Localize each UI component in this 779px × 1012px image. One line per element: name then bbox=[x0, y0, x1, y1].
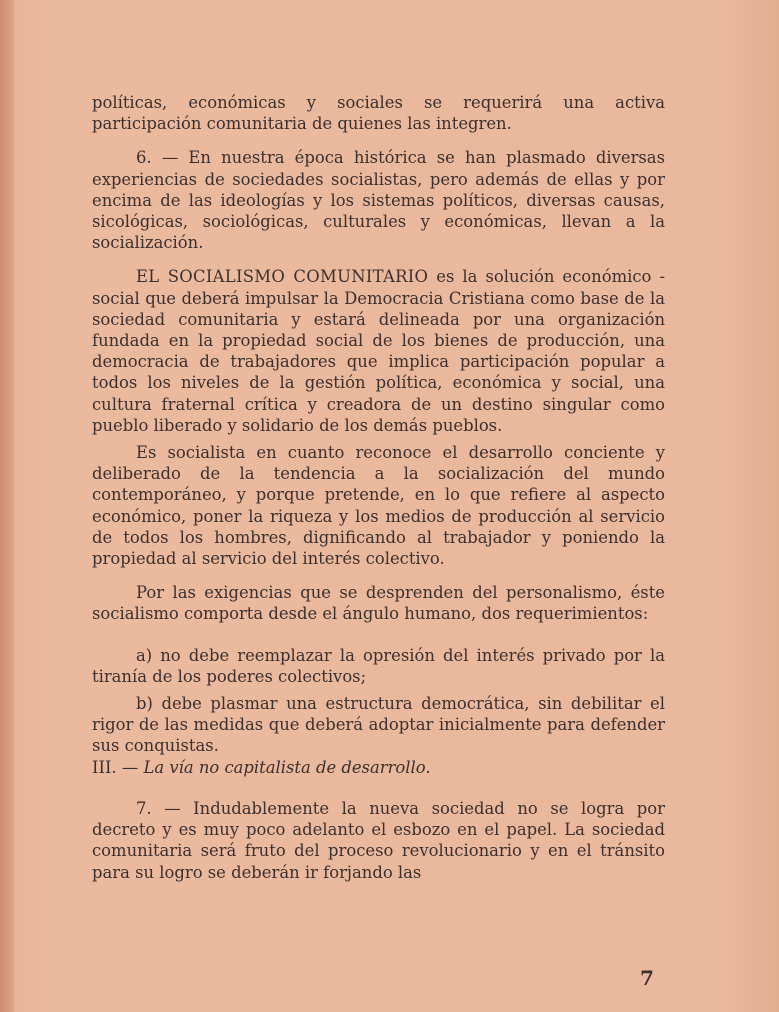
paragraph-exigencias: Por las exigencias que se desprenden del personalismo, éste socialismo comporta desde el ángulo humano, dos requerimientos: bbox=[92, 583, 665, 624]
paragraph-6: 6. — En nuestra época histórica se han plasmado diversas experiencias de sociedades socialistas, pero además de ellas y por encima de las ideologías y los sistemas políticos, diversas causas, sicológicas, sociológicas, culturales y económicas, llevan a la socialización. bbox=[92, 148, 665, 253]
page-text bbox=[92, 92, 665, 883]
list-item-b: b) debe plasmar una estructura democrática, sin debilitar el rigor de las medidas que deberá adoptar inicialmente para defender sus conquistas. bbox=[92, 694, 665, 756]
section-number: III. — bbox=[92, 757, 139, 777]
section-heading bbox=[92, 757, 665, 778]
page-number: 7 bbox=[640, 966, 654, 990]
paragraph-es-socialista: Es socialista en cuanto reconoce el desarrollo conciente y deliberado de la tendencia a la socialización del mundo contemporáneo, y porque pretende, en lo que refiere al aspecto económico, poner la riqueza y los medios de producción al servicio de todos los hombres, dignificando al trabajador y poniendo la propiedad al servicio del interés colectivo. bbox=[92, 443, 665, 569]
paragraph-socialismo-comunitario bbox=[92, 266, 665, 436]
list-item-a: a) no debe reemplazar la opresión del interés privado por la tiranía de los poderes colectivos; bbox=[92, 645, 665, 686]
paragraph-7: 7. — Indudablemente la nueva sociedad no se logra por decreto y es muy poco adelanto el esbozo en el papel. La sociedad comunitaria será fruto del proceso revolucionario y en el tránsito para su logro se deberán ir forjando las bbox=[92, 798, 665, 882]
paragraph-continuation: políticas, económicas y sociales se requerirá una activa participación comunitaria de quienes las integren. bbox=[92, 93, 665, 134]
socialismo-comunitario-heading: EL SOCIALISMO COMUNITARIO bbox=[136, 267, 429, 287]
socialismo-comunitario-body: es la solución económico - social que deberá impulsar la Democracia Cristiana como base de la sociedad comunitaria y estará delineada por una organización fundada en la propiedad social de los bienes de producción, una democracia de trabajadores que implica participación popular a todos los niveles de la gestión política, económica y social, una cultura fraternal crítica y creadora de un destino singular como pueblo liberado y solidario de los demás pueblos. bbox=[92, 267, 665, 435]
section-title: La vía no capitalista de desarrollo. bbox=[143, 757, 431, 777]
